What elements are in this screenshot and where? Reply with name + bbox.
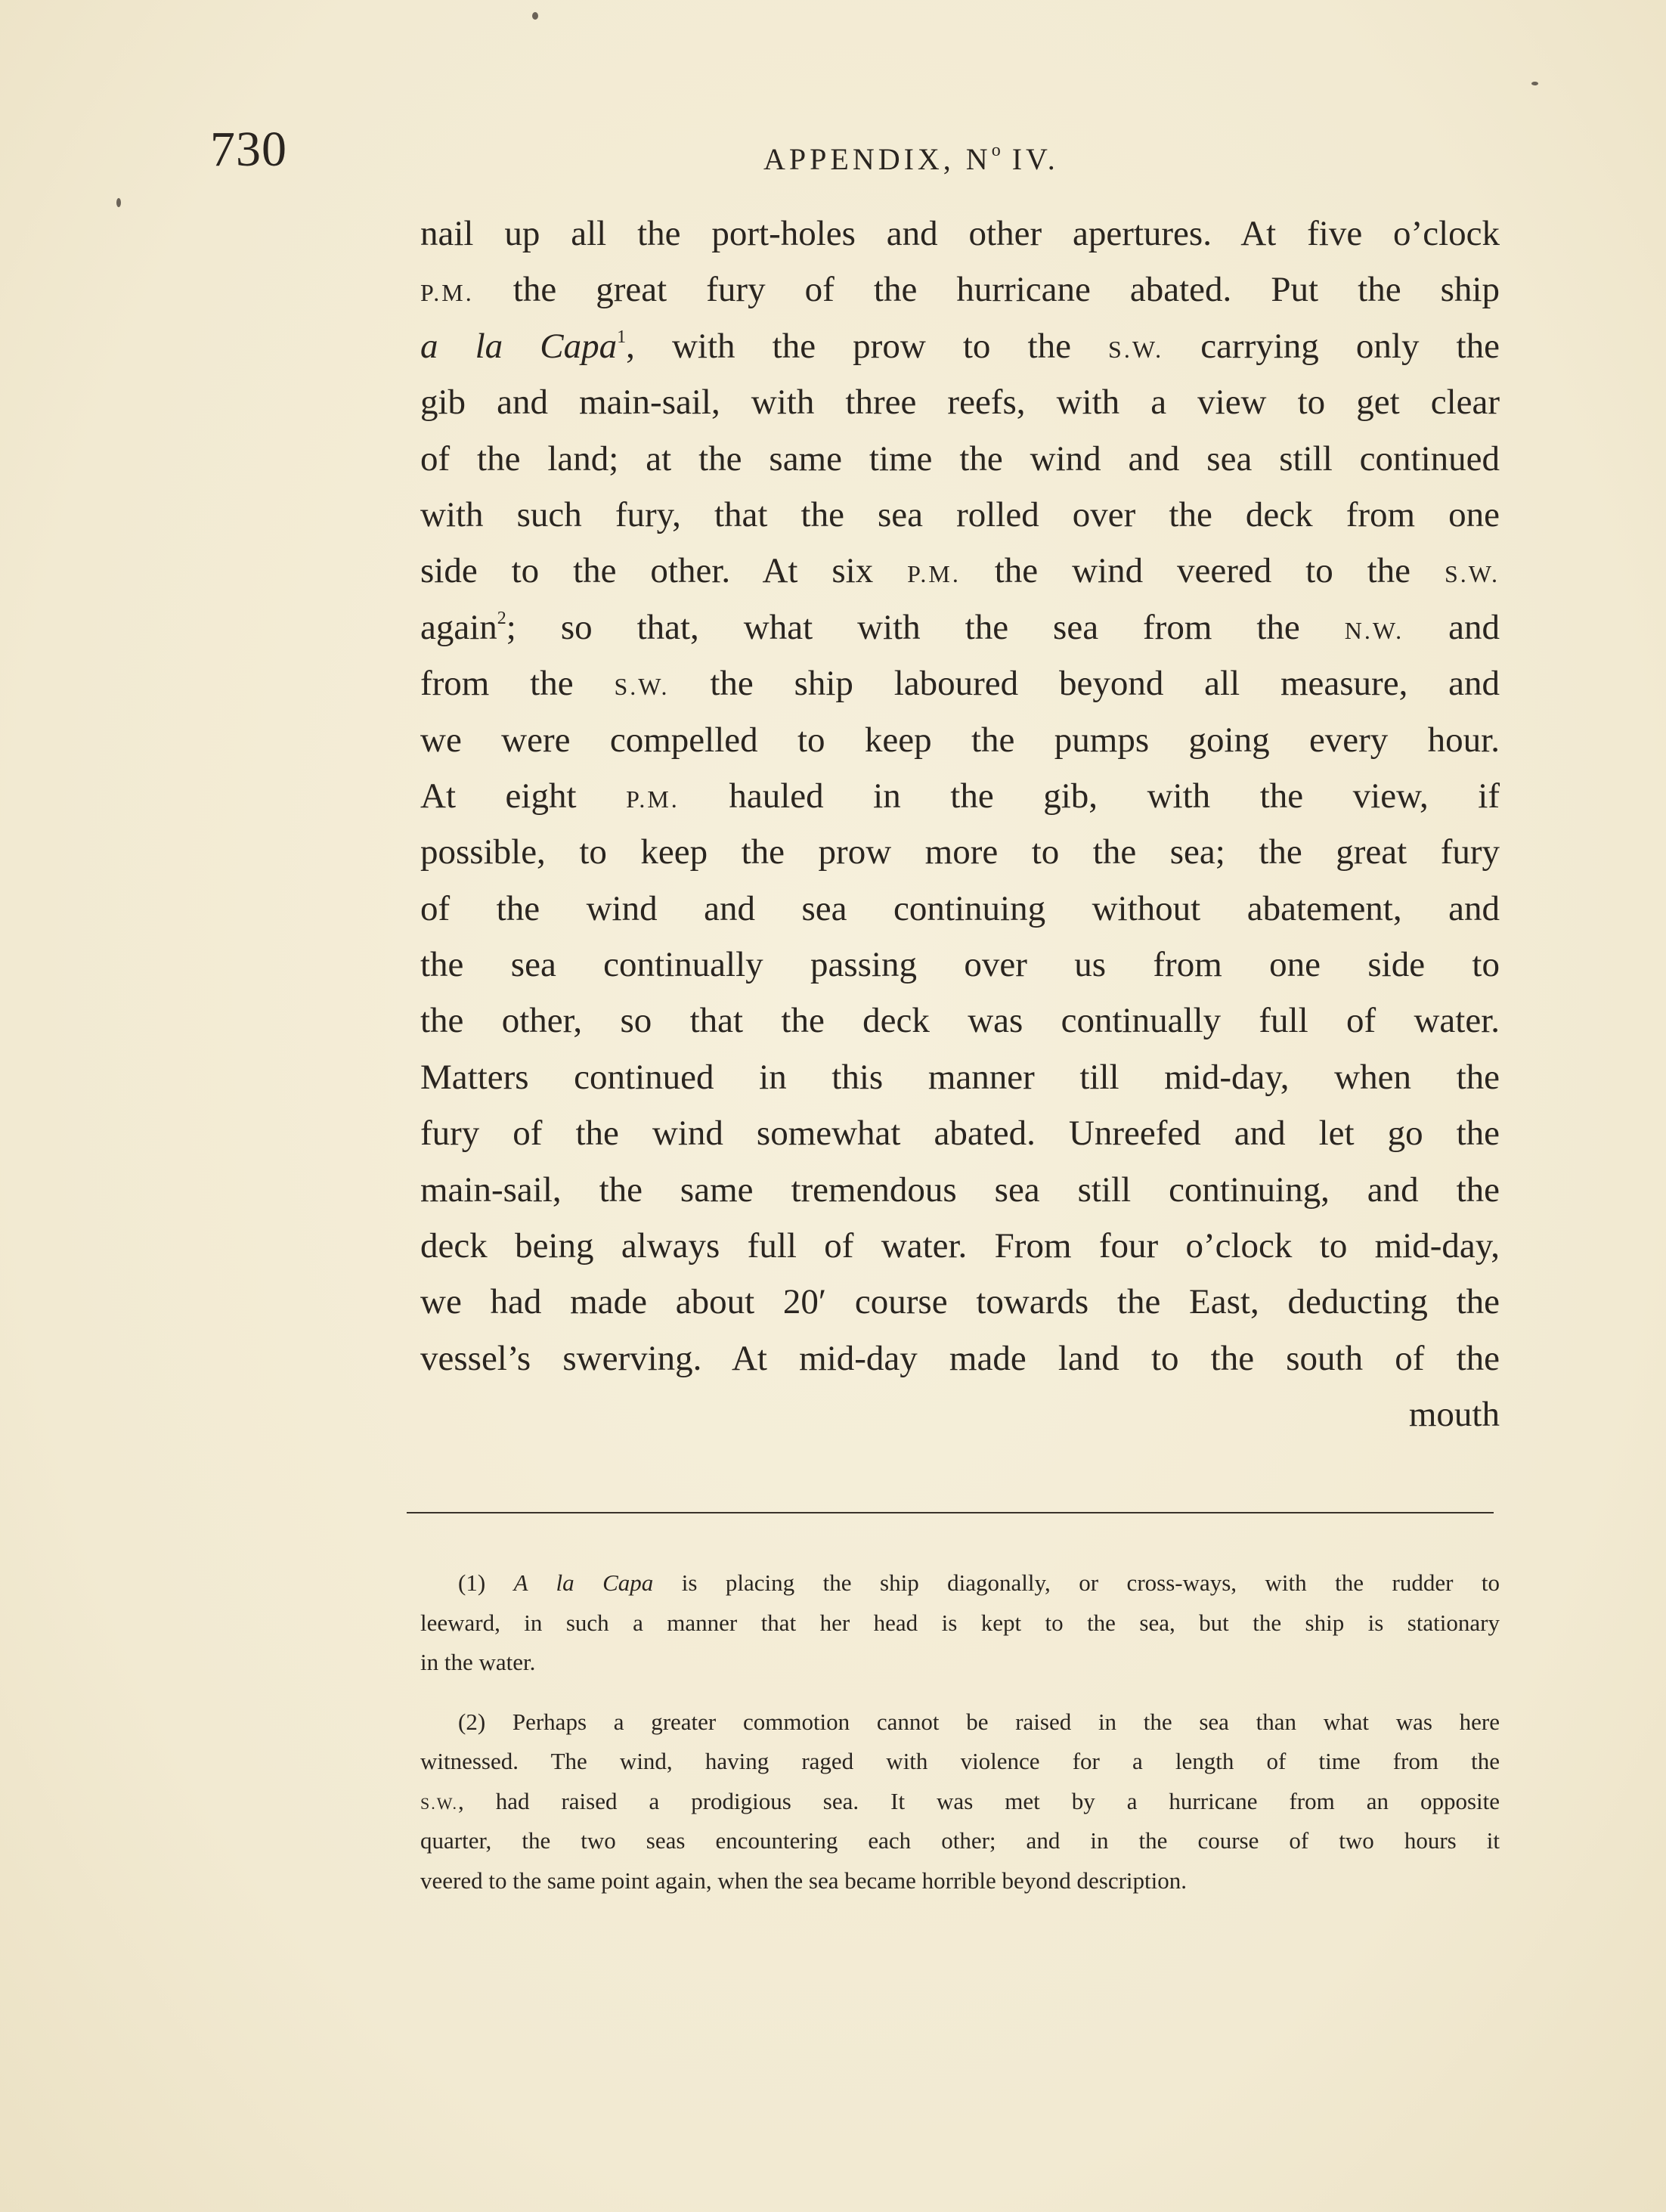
text-line <box>420 318 1500 374</box>
text-line: fury of the wind somewhat abated. Unreefed and let go the <box>420 1114 1500 1154</box>
text-run: the wind veered to the <box>960 551 1445 591</box>
text-line <box>420 599 1500 655</box>
text-run: and <box>1404 607 1500 647</box>
small-caps-abbrev: N.W. <box>1344 616 1404 644</box>
small-caps-abbrev: P.M. <box>907 560 961 588</box>
footnote-2-line: witnessed. The wind, having raged with violence for a length of time from the <box>420 1748 1500 1774</box>
text-run: is placing the ship diagonally, or cross-ways, with the rudder to <box>653 1569 1500 1596</box>
text-run: from the <box>420 664 615 704</box>
footnotes <box>420 1563 1500 1901</box>
text-run: again <box>420 607 497 647</box>
footnote-gap <box>420 1683 1500 1702</box>
italic-phrase: A la Capa <box>513 1569 654 1596</box>
text-line: main-sail, the same tremendous sea still continuing, and the <box>420 1170 1500 1210</box>
text-run: At eight <box>420 776 627 816</box>
footnote-ref-1: 1 <box>617 327 627 347</box>
footnote-1-line <box>420 1563 1500 1603</box>
text-line: the sea continually passing over us from one side to <box>420 945 1500 985</box>
small-caps-abbrev: S.W. <box>1444 560 1500 588</box>
text-line: nail up all the port-holes and other apertures. At five o’clock <box>420 214 1500 253</box>
running-head-main: APPENDIX, N <box>763 142 992 176</box>
page-number: 730 <box>210 122 287 177</box>
text-line: the other, so that the deck was continually full of water. <box>420 1001 1500 1041</box>
footnote-2-line <box>420 1782 1500 1822</box>
running-head <box>763 141 1059 177</box>
footnote-2-line: quarter, the two seas encountering each other; and in the course of two hours it <box>420 1827 1500 1854</box>
text-line: gib and main-sail, with three reefs, with a view to get clear <box>420 383 1500 423</box>
text-run: , had raised a prodigious sea. It was met by a hurricane from an opposite <box>457 1787 1500 1814</box>
text-line: we had made about 20′ course towards the East, deducting the <box>420 1282 1500 1322</box>
footnote-1-line: leeward, in such a manner that her head is kept to the sea, but the ship is stationary <box>420 1609 1500 1636</box>
text-line: of the land; at the same time the wind and sea still continued <box>420 438 1500 479</box>
text-run: the great fury of the hurricane abated. Put the ship <box>473 270 1500 310</box>
small-caps-abbrev: S.W. <box>420 1793 458 1813</box>
text-run: , with the prow to the <box>626 326 1109 366</box>
footnote-1-line: in the water. <box>420 1649 536 1675</box>
body-text <box>420 206 1500 1443</box>
ink-speck <box>532 12 538 20</box>
text-line <box>420 262 1500 318</box>
footnote-2-line: (2) Perhaps a greater commotion cannot be raised in the sea than what was here <box>458 1708 1500 1735</box>
text-run: hauled in the gib, with the view, if <box>679 776 1500 816</box>
text-line <box>420 543 1500 599</box>
text-line: we were compelled to keep the pumps going every hour. <box>420 720 1500 760</box>
small-caps-abbrev: P.M. <box>626 785 680 813</box>
text-run: side to the other. At six <box>420 551 908 591</box>
text-line: with such fury, that the sea rolled over the deck from one <box>420 494 1500 534</box>
text-line: vessel’s swerving. At mid-day made land to the south of the <box>420 1338 1500 1378</box>
footnote-number: (1) <box>458 1569 514 1596</box>
small-caps-abbrev: S.W. <box>614 673 670 701</box>
text-run: the ship laboured beyond all measure, and <box>669 664 1500 704</box>
footnote-2-line: veered to the same point again, when the sea became horrible beyond description. <box>420 1867 1188 1894</box>
text-line: deck being always full of water. From four o’clock to mid-day, <box>420 1226 1500 1266</box>
ink-speck <box>116 198 121 207</box>
text-line: possible, to keep the prow more to the sea; the great fury <box>420 832 1500 872</box>
ink-speck <box>1531 82 1538 85</box>
text-line: Matters continued in this manner till mid-day, when the <box>420 1057 1500 1097</box>
small-caps-abbrev: P.M. <box>420 279 474 307</box>
running-head-superscript: o <box>991 141 1001 160</box>
footnote-rule <box>407 1512 1494 1513</box>
catchword: mouth <box>1408 1395 1500 1435</box>
text-run: ; so that, what with the sea from the <box>506 607 1345 647</box>
small-caps-abbrev: S.W. <box>1108 335 1164 363</box>
text-line <box>420 768 1500 824</box>
text-run: carrying only the <box>1163 326 1500 366</box>
running-head-tail: IV. <box>1000 142 1059 176</box>
text-line: of the wind and sea continuing without abatement, and <box>420 888 1500 928</box>
italic-phrase: a la Capa <box>420 326 618 366</box>
text-line <box>420 655 1500 711</box>
footnote-ref-2: 2 <box>497 608 506 628</box>
